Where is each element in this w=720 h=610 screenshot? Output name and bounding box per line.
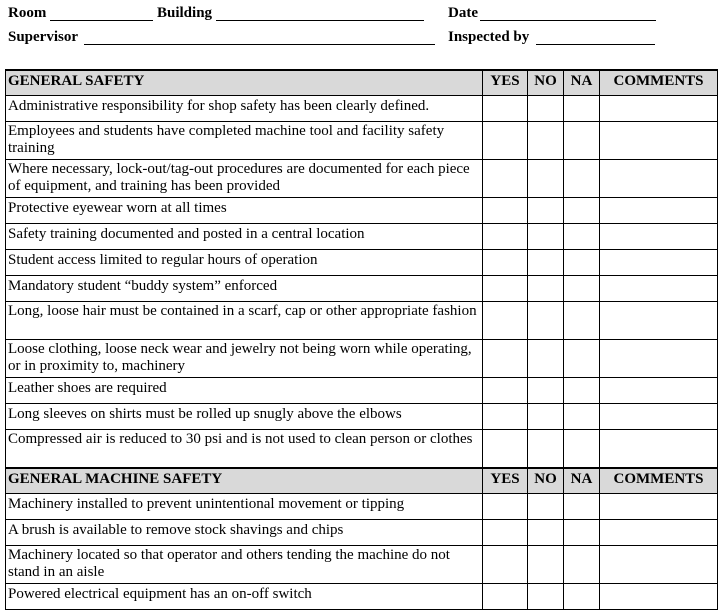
na-cell[interactable] [564, 404, 600, 430]
no-cell[interactable] [528, 584, 564, 610]
no-cell[interactable] [528, 122, 564, 160]
header-row-1 [0, 2, 720, 24]
room-label: Room [8, 5, 47, 21]
checklist-item-text: Student access limited to regular hours of operation [6, 250, 483, 276]
checklist-row [6, 276, 718, 302]
checklist-item-text: Long, loose hair must be contained in a scarf, cap or other appropriate fashion [6, 302, 483, 340]
checklist-item-text: Where necessary, lock-out/tag-out procedures are documented for each piece of equipment, and training has been provided [6, 160, 483, 198]
na-cell[interactable] [564, 96, 600, 122]
no-cell[interactable] [528, 546, 564, 584]
yes-cell[interactable] [483, 160, 528, 198]
comments-cell[interactable] [600, 122, 718, 160]
no-cell[interactable] [528, 96, 564, 122]
na-cell[interactable] [564, 340, 600, 378]
checklist-row [6, 378, 718, 404]
comments-cell[interactable] [600, 584, 718, 610]
comments-cell[interactable] [600, 404, 718, 430]
no-cell[interactable] [528, 494, 564, 520]
checklist-item-text: Employees and students have completed machine tool and facility safety training [6, 122, 483, 160]
checklist-row [6, 404, 718, 430]
no-cell[interactable] [528, 340, 564, 378]
yes-cell[interactable] [483, 494, 528, 520]
checklist-row [6, 224, 718, 250]
no-cell[interactable] [528, 224, 564, 250]
comments-cell[interactable] [600, 494, 718, 520]
no-cell[interactable] [528, 276, 564, 302]
yes-cell[interactable] [483, 96, 528, 122]
yes-column-header: YES [483, 468, 528, 494]
no-cell[interactable] [528, 378, 564, 404]
na-cell[interactable] [564, 160, 600, 198]
yes-cell[interactable] [483, 276, 528, 302]
checklist-item-text: Long sleeves on shirts must be rolled up snugly above the elbows [6, 404, 483, 430]
comments-cell[interactable] [600, 378, 718, 404]
checklist-row [6, 198, 718, 224]
date-field[interactable] [480, 20, 656, 21]
supervisor-field[interactable] [84, 44, 435, 45]
na-column-header: NA [564, 468, 600, 494]
comments-cell[interactable] [600, 160, 718, 198]
yes-cell[interactable] [483, 302, 528, 340]
comments-cell[interactable] [600, 250, 718, 276]
checklist-item-text: Machinery located so that operator and others tending the machine do not stand in an aisle [6, 546, 483, 584]
comments-column-header: COMMENTS [600, 70, 718, 96]
checklist-row [6, 302, 718, 340]
no-cell[interactable] [528, 520, 564, 546]
checklist-row [6, 340, 718, 378]
no-cell[interactable] [528, 302, 564, 340]
na-cell[interactable] [564, 378, 600, 404]
checklist-row [6, 546, 718, 584]
checklist-item-text: Machinery installed to prevent unintentional movement or tipping [6, 494, 483, 520]
na-cell[interactable] [564, 122, 600, 160]
checklist-item-text: Safety training documented and posted in a central location [6, 224, 483, 250]
no-column-header: NO [528, 70, 564, 96]
no-cell[interactable] [528, 430, 564, 469]
yes-cell[interactable] [483, 224, 528, 250]
yes-cell[interactable] [483, 378, 528, 404]
comments-cell[interactable] [600, 224, 718, 250]
comments-cell[interactable] [600, 198, 718, 224]
supervisor-label: Supervisor [8, 29, 79, 45]
checklist-item-text: Administrative responsibility for shop safety has been clearly defined. [6, 96, 483, 122]
checklist-item-text: Leather shoes are required [6, 378, 483, 404]
yes-column-header: YES [483, 70, 528, 96]
na-cell[interactable] [564, 430, 600, 469]
checklist-row [6, 96, 718, 122]
building-label: Building [157, 5, 213, 21]
inspected-by-label: Inspected by [448, 29, 530, 45]
section-title: GENERAL MACHINE SAFETY [6, 468, 483, 494]
checklist-row [6, 250, 718, 276]
inspected-by-field[interactable] [536, 44, 655, 45]
checklist-item-text: Powered electrical equipment has an on-off switch [6, 584, 483, 610]
no-column-header: NO [528, 468, 564, 494]
na-cell[interactable] [564, 302, 600, 340]
yes-cell[interactable] [483, 430, 528, 469]
no-cell[interactable] [528, 160, 564, 198]
no-cell[interactable] [528, 404, 564, 430]
comments-cell[interactable] [600, 276, 718, 302]
header-row-2 [0, 26, 720, 48]
date-label: Date [448, 5, 478, 21]
checklist-item-text: Loose clothing, loose neck wear and jewelry not being worn while operating, or in proximity to, machinery [6, 340, 483, 378]
inspection-checklist-table [5, 69, 718, 610]
yes-cell[interactable] [483, 250, 528, 276]
na-cell[interactable] [564, 584, 600, 610]
yes-cell[interactable] [483, 122, 528, 160]
comments-cell[interactable] [600, 302, 718, 340]
na-cell[interactable] [564, 494, 600, 520]
yes-cell[interactable] [483, 404, 528, 430]
comments-column-header: COMMENTS [600, 468, 718, 494]
na-column-header: NA [564, 70, 600, 96]
section-header-general-machine-safety [6, 468, 718, 494]
checklist-item-text: Compressed air is reduced to 30 psi and is not used to clean person or clothes [6, 430, 483, 469]
no-cell[interactable] [528, 250, 564, 276]
checklist-item-text: A brush is available to remove stock shavings and chips [6, 520, 483, 546]
comments-cell[interactable] [600, 520, 718, 546]
na-cell[interactable] [564, 276, 600, 302]
na-cell[interactable] [564, 224, 600, 250]
yes-cell[interactable] [483, 584, 528, 610]
yes-cell[interactable] [483, 340, 528, 378]
na-cell[interactable] [564, 520, 600, 546]
checklist-item-text: Mandatory student “buddy system” enforced [6, 276, 483, 302]
checklist-item-text: Protective eyewear worn at all times [6, 198, 483, 224]
checklist-row [6, 160, 718, 198]
checklist-row [6, 494, 718, 520]
checklist-row [6, 520, 718, 546]
na-cell[interactable] [564, 198, 600, 224]
comments-cell[interactable] [600, 546, 718, 584]
yes-cell[interactable] [483, 520, 528, 546]
yes-cell[interactable] [483, 546, 528, 584]
na-cell[interactable] [564, 546, 600, 584]
section-header-general-safety [6, 70, 718, 96]
na-cell[interactable] [564, 250, 600, 276]
room-field[interactable] [50, 20, 153, 21]
yes-cell[interactable] [483, 198, 528, 224]
checklist-row [6, 122, 718, 160]
section-title: GENERAL SAFETY [6, 70, 483, 96]
comments-cell[interactable] [600, 430, 718, 469]
checklist-row [6, 430, 718, 469]
no-cell[interactable] [528, 198, 564, 224]
checklist-row [6, 584, 718, 610]
building-field[interactable] [216, 20, 424, 21]
comments-cell[interactable] [600, 96, 718, 122]
comments-cell[interactable] [600, 340, 718, 378]
